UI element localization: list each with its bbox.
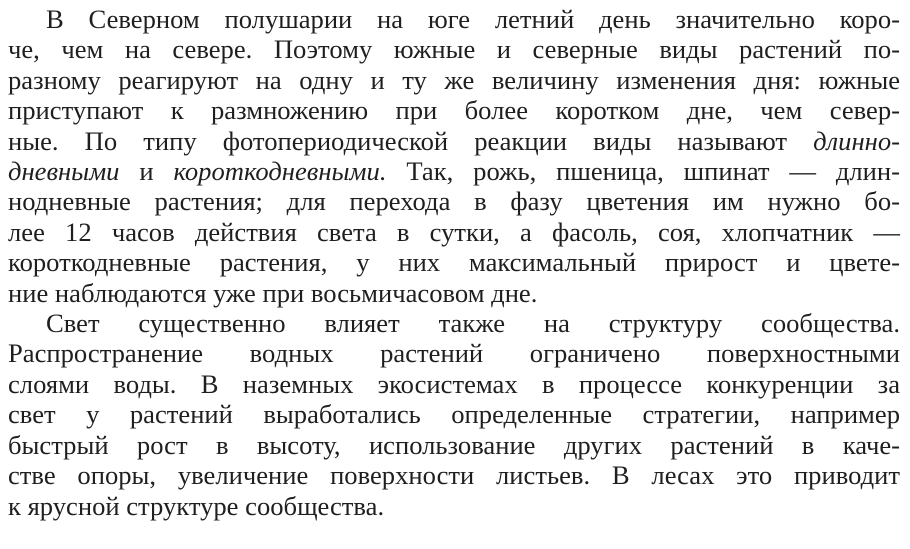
- italic-term: длинно-: [813, 125, 900, 156]
- text-line: [8, 278, 900, 308]
- text-run: быстрый рост в высоту, использование других растений в каче-: [8, 429, 900, 460]
- text-line: [8, 338, 900, 368]
- text-line: [8, 247, 900, 277]
- italic-term: короткодневными.: [173, 156, 387, 187]
- text-run: В Северном полушарии на юге летний день значительно коро-: [46, 4, 900, 34]
- text-run: Так, рожь, пшеница, шпинат — длин-: [386, 156, 901, 187]
- italic-term: дневными: [8, 156, 120, 187]
- text-run: нодневные растения; для перехода в фазу цветения им нужно бо-: [8, 186, 900, 217]
- text-line: [8, 399, 900, 429]
- paragraph: [8, 0, 900, 308]
- text-run: че, чем на севере. Поэтому южные и северные виды растений по-: [8, 34, 900, 65]
- document-page: [8, 0, 900, 549]
- text-run: Свет существенно влияет также на структуру сообщества.: [46, 308, 900, 339]
- text-run: ные. По типу фотопериодической реакции виды называют: [8, 125, 814, 156]
- text-run: Распространение водных растений ограничено поверхностными: [8, 338, 900, 369]
- text-run: слоями воды. В наземных экосистемах в процессе конкуренции за: [8, 368, 900, 399]
- text-line: [8, 491, 900, 521]
- text-line: [8, 34, 900, 64]
- text-run: свет у растений выработались определенные стратегии, например: [8, 399, 900, 430]
- text-line: [8, 430, 900, 460]
- text-run: и: [119, 156, 174, 187]
- text-line: [8, 186, 900, 216]
- text-line: [8, 308, 900, 338]
- text-run: разному реагируют на одну и ту же величину изменения дня: южные: [8, 64, 900, 95]
- text-run: к ярусной структуре сообщества.: [8, 490, 385, 521]
- text-run: стве опоры, увеличение поверхности листьев. В лесах это приводит: [8, 460, 900, 491]
- text-line: [8, 156, 900, 186]
- text-line: [8, 217, 900, 247]
- text-line: [8, 460, 900, 490]
- text-run: короткодневные растения, у них максимальный прирост и цвете-: [8, 247, 900, 278]
- text-run: приступают к размножению при более коротком дне, чем север-: [8, 95, 900, 126]
- text-line: [8, 4, 900, 34]
- text-line: [8, 65, 900, 95]
- paragraph: [8, 308, 900, 521]
- text-line: [8, 95, 900, 125]
- text-run: лее 12 часов действия света в сутки, а фасоль, соя, хлопчатник —: [8, 216, 900, 247]
- text-line: [8, 126, 900, 156]
- text-line: [8, 369, 900, 399]
- document-body: [8, 0, 900, 521]
- text-run: ние наблюдаются уже при восьмичасовом дне.: [8, 277, 538, 308]
